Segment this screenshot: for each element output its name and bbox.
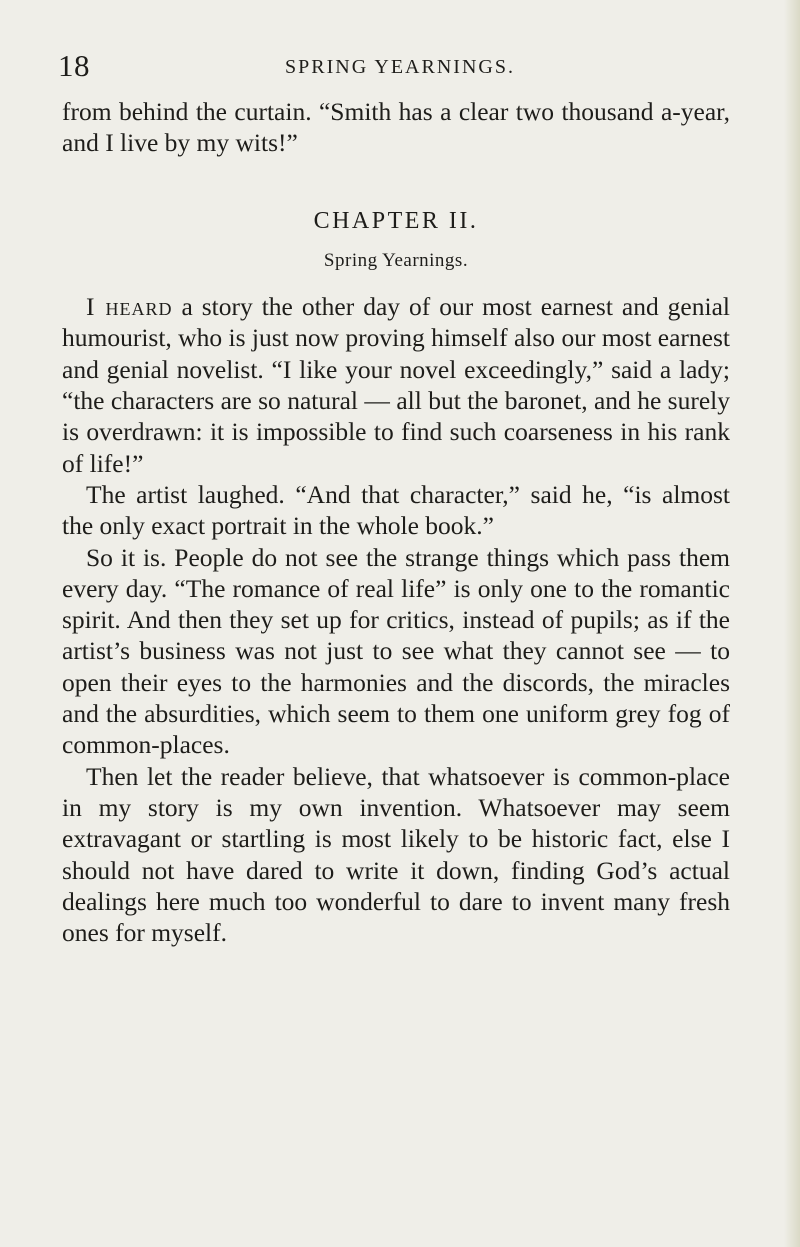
chapter-title: CHAPTER II.	[313, 207, 479, 234]
page-text	[62, 96, 730, 948]
chapter-subtitle: Spring Yearnings.	[323, 249, 469, 271]
paragraph-1	[62, 291, 730, 479]
paragraph-1-text: a story the other day of our most earnest and genial humourist, who is just now proving himself also our most earnest and genial novelist. “I like your novel exceedingly,” said a lady; “the characters are so natural — all but the baronet, and he surely is overdrawn: it is impossible to find such coarseness in his rank of life!”	[62, 292, 730, 478]
page-number: 18	[58, 48, 90, 83]
page-edge-shadow	[784, 0, 800, 1247]
paragraph-2: The artist laughed. “And that character,” said he, “is almost the only exact portrait in the whole book.”	[62, 479, 730, 541]
paragraph-4: Then let the reader believe, that whatsoever is common-place in my story is my own invention. Whatsoever may seem extravagant or startling is most likely to be historic fact, else I should not have dared to write it down, finding God’s actual dealings here much too wonderful to dare to invent many fresh ones for myself.	[62, 761, 730, 948]
paragraph-3: So it is. People do not see the strange things which pass them every day. “The romance of real life” is only one to the romantic spirit. And then they set up for critics, instead of pupils; as if the artist’s business was not just to see what they cannot see — to open their eyes to the harmonies and the discords, the miracles and the absurdities, which seem to them one uniform grey fog of common-places.	[62, 542, 730, 760]
paragraph-lead-in: I heard	[86, 292, 173, 322]
running-head: SPRING YEARNINGS.	[285, 56, 515, 78]
continued-paragraph: from behind the curtain. “Smith has a clear two thousand a-year, and I live by my wits!”	[62, 97, 730, 158]
